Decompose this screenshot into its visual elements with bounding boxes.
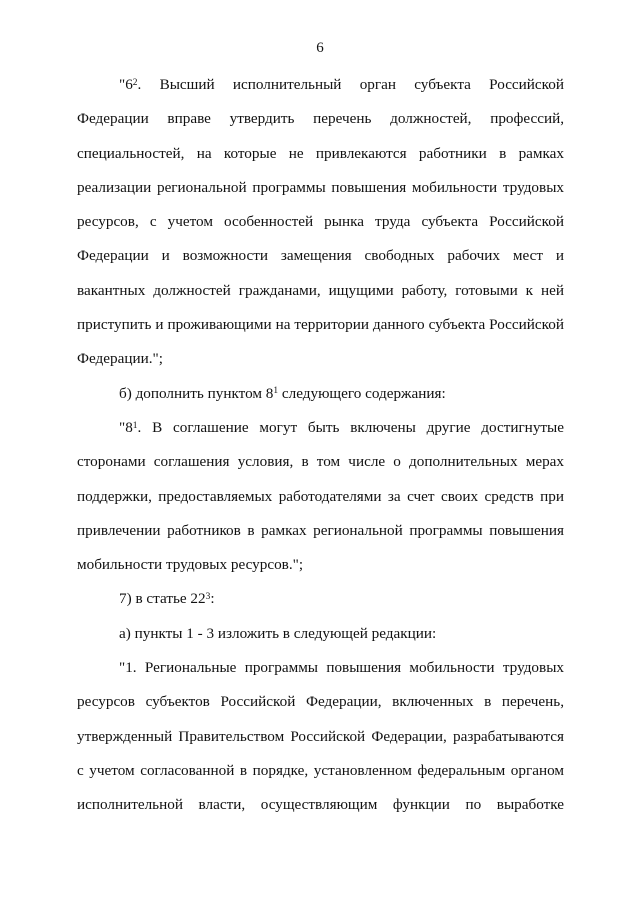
paragraph-text: следующего содержания: xyxy=(278,384,446,402)
document-body xyxy=(77,68,564,823)
paragraph-text: : xyxy=(210,590,215,608)
paragraph-lead: б) дополнить пунктом 8 xyxy=(119,384,274,402)
paragraph-add-point-8-1 xyxy=(77,377,564,411)
superscript: 3 xyxy=(205,592,211,603)
page-number: 6 xyxy=(316,40,324,56)
paragraph-lead: "1. Региональные программы повышения мобильности трудовых ресурсов субъектов Российской Федерации, включенных в перечень, утвержденный Правительством Российской Федерации, разрабатываются с учетом согласованной в порядке, установленном федеральным органом исполнительной власти, осуществляющим функции по выработке xyxy=(77,659,564,814)
paragraph-point-6-2 xyxy=(77,68,564,377)
paragraph-text: . Высший исполнительный орган субъекта Российской Федерации вправе утвердить перечень должностей, профессий, специальностей, на которые не привлекаются работники в рамках реализации региональной программы повышения мобильности трудовых ресурсов, с учетом особенностей рынка труда субъекта Российской Федерации и возможности замещения свободных рабочих мест и вакантных должностей гражданами, ищущими работу, готовыми к ней приступить и проживающими на территории данного субъекта Российской Федерации."; xyxy=(77,76,564,368)
paragraph-text: . В соглашение могут быть включены другие достигнутые сторонами соглашения условия, в том числе о дополнительных мерах поддержки, предоставляемых работодателями за счет своих средств при привлечении работников в рамках региональной программы повышения мобильности трудовых ресурсов."; xyxy=(77,418,564,574)
paragraph-lead: "8 xyxy=(119,418,133,436)
paragraph-point-1 xyxy=(77,651,564,822)
paragraph-article-22-3 xyxy=(77,582,564,616)
superscript: 1 xyxy=(273,386,279,397)
paragraph-lead: "6 xyxy=(119,76,133,93)
paragraph-points-1-3 xyxy=(77,617,564,651)
paragraph-lead: а) пункты 1 - 3 изложить в следующей редакции: xyxy=(119,624,437,642)
paragraph-lead: 7) в статье 22 xyxy=(119,590,206,608)
paragraph-point-8-1 xyxy=(77,411,564,582)
superscript: 1 xyxy=(132,420,138,431)
superscript: 2 xyxy=(132,77,138,88)
